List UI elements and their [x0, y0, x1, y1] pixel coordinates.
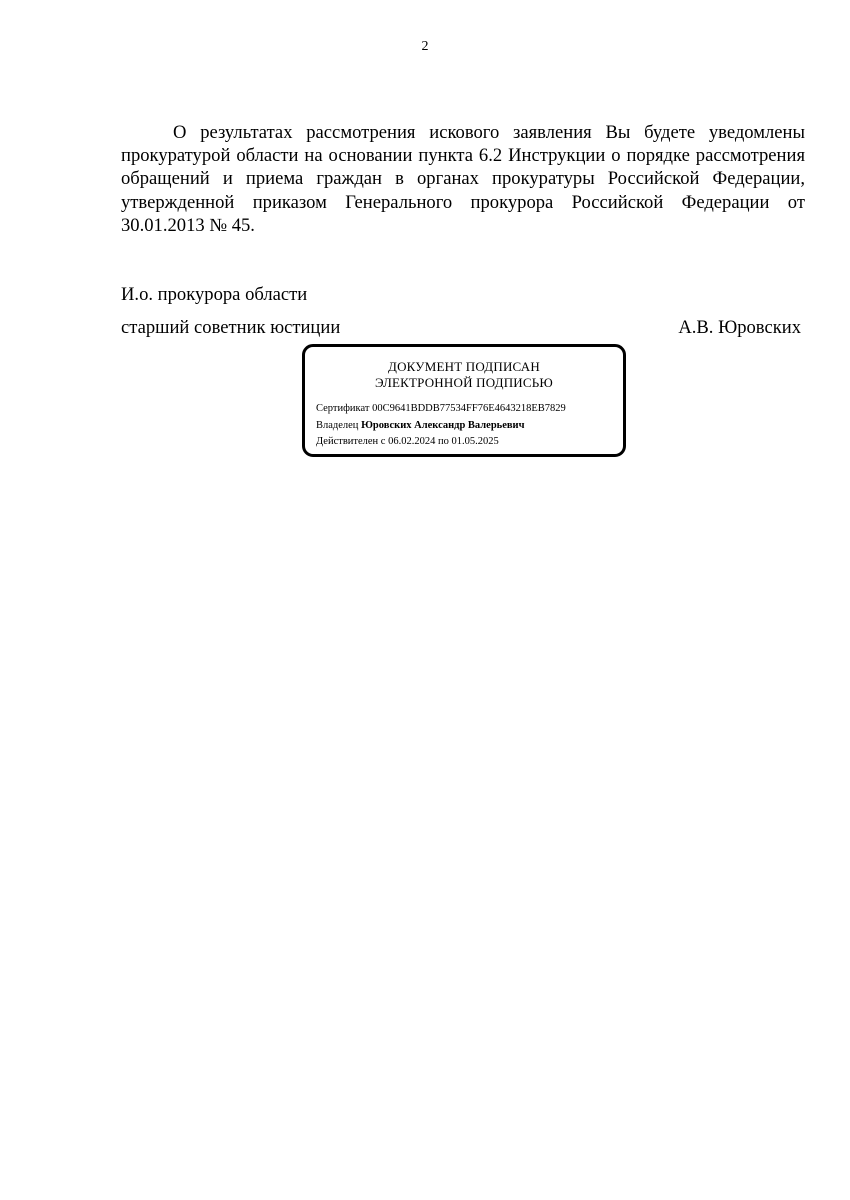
- stamp-certificate-label: Сертификат: [316, 403, 370, 414]
- stamp-owner-line: [316, 419, 525, 432]
- stamp-certificate-value: 00C9641BDDB77534FF76E4643218EB7829: [372, 403, 566, 414]
- stamp-owner-value: Юровских Александр Валерьевич: [361, 420, 525, 431]
- stamp-valid-from-label: Действителен с: [316, 436, 386, 447]
- stamp-heading-line2: ЭЛЕКТРОННОЙ ПОДПИСЬЮ: [375, 375, 553, 390]
- stamp-owner-label: Владелец: [316, 420, 359, 431]
- stamp-validity-line: [316, 435, 499, 448]
- stamp-valid-to: 01.05.2025: [451, 436, 499, 447]
- body-paragraph: О результатах рассмотрения искового заявления Вы будете уведомлены прокуратурой области на основании пункта 6.2 Инструкции о порядке рассмотрения обращений и приема граждан в органах прокуратуры Российской Федерации, утвержденной приказом Генерального прокурора Российской Федерации от 30.01.2013 № 45.: [121, 122, 805, 236]
- stamp-certificate-line: [316, 402, 566, 415]
- stamp-valid-from: 06.02.2024: [388, 436, 436, 447]
- electronic-signature-stamp: [302, 344, 626, 457]
- stamp-valid-to-label: по: [437, 436, 449, 447]
- stamp-heading: [305, 359, 623, 391]
- page-number: 2: [421, 39, 429, 54]
- signer-position: И.о. прокурора области: [121, 284, 308, 305]
- stamp-heading-line1: ДОКУМЕНТ ПОДПИСАН: [388, 359, 540, 374]
- signer-rank: старший советник юстиции: [121, 317, 341, 338]
- signer-name: А.В. Юровских: [678, 317, 801, 338]
